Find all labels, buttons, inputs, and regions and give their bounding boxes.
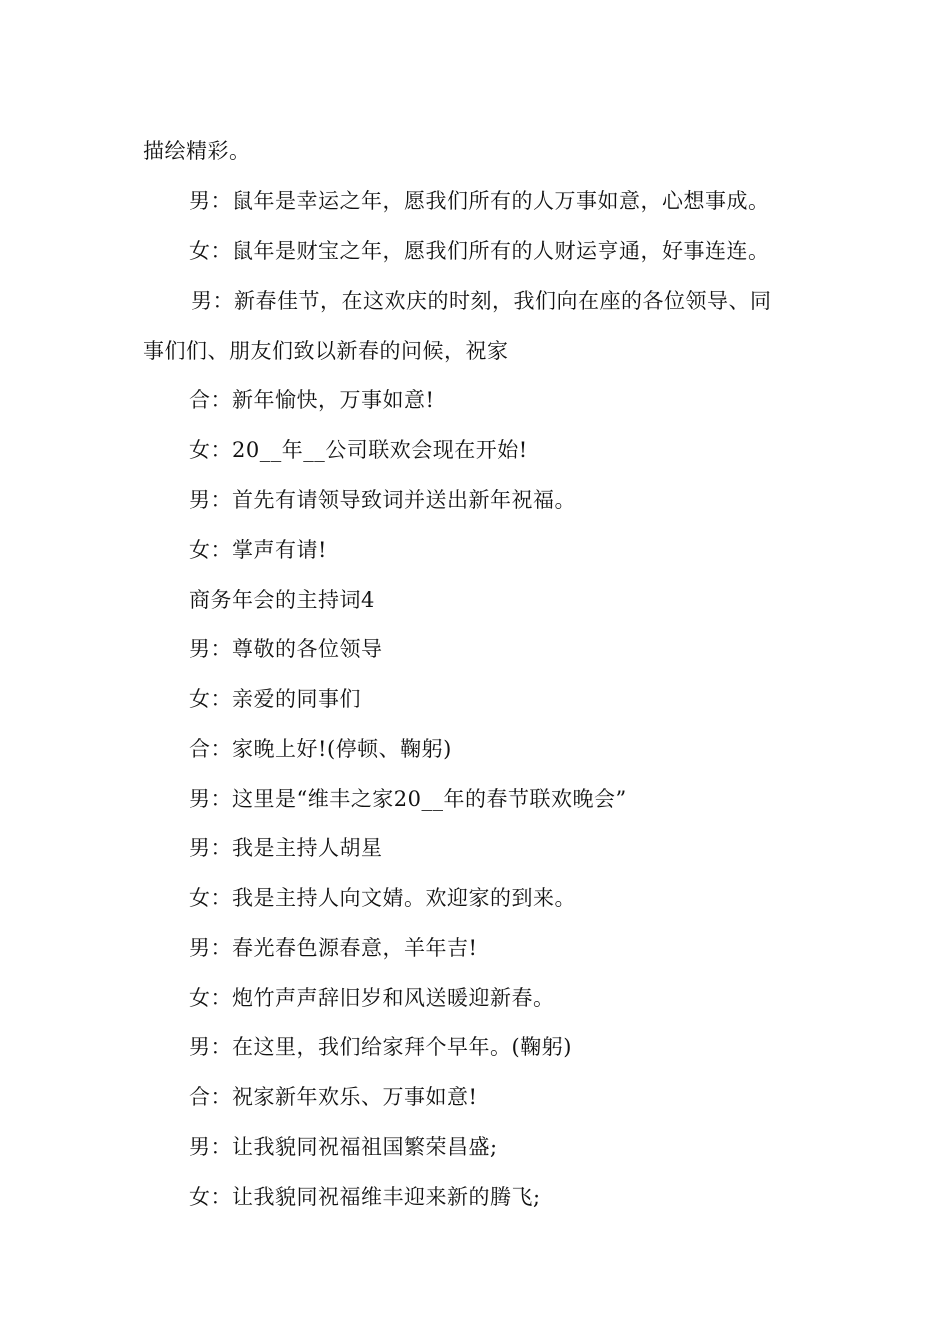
text-line: 男：新春佳节，在这欢庆的时刻，我们向在座的各位领导、同 bbox=[191, 289, 772, 313]
text-line: 男：春光春色源春意，羊年吉! bbox=[189, 936, 478, 960]
text-line: 男：这里是“维丰之家20__年的春节联欢晚会” bbox=[189, 787, 627, 811]
text-line: 描绘精彩。 bbox=[143, 139, 251, 163]
text-line: 女：掌声有请! bbox=[189, 538, 327, 562]
text-line: 女：我是主持人向文婧。欢迎家的到来。 bbox=[189, 886, 576, 910]
text-line: 男：在这里，我们给家拜个早年。(鞠躬) bbox=[189, 1035, 572, 1059]
text-line: 男：尊敬的各位领导 bbox=[189, 637, 383, 661]
text-line: 男：首先有请领导致词并送出新年祝福。 bbox=[189, 488, 576, 512]
text-line: 女：鼠年是财宝之年，愿我们所有的人财运亨通，好事连连。 bbox=[189, 239, 770, 263]
text-line: 女：炮竹声声辞旧岁和风送暖迎新春。 bbox=[189, 986, 555, 1010]
section-heading: 商务年会的主持词4 bbox=[189, 588, 375, 612]
text-line: 女：亲爱的同事们 bbox=[189, 687, 361, 711]
text-line: 合：家晚上好!(停顿、鞠躬) bbox=[189, 737, 452, 761]
text-line: 男：鼠年是幸运之年，愿我们所有的人万事如意，心想事成。 bbox=[189, 189, 770, 213]
text-line: 男：我是主持人胡星 bbox=[189, 836, 383, 860]
text-line: 合：新年愉快，万事如意! bbox=[189, 388, 435, 412]
text-line: 男：让我貌同祝福祖国繁荣昌盛; bbox=[189, 1135, 498, 1159]
text-line: 女：让我貌同祝福维丰迎来新的腾飞; bbox=[189, 1185, 541, 1209]
text-line: 合：祝家新年欢乐、万事如意! bbox=[189, 1085, 478, 1109]
text-line: 女：20__年__公司联欢会现在开始! bbox=[189, 438, 528, 462]
text-line: 事们们、朋友们致以新春的问候，祝家 bbox=[143, 339, 509, 363]
